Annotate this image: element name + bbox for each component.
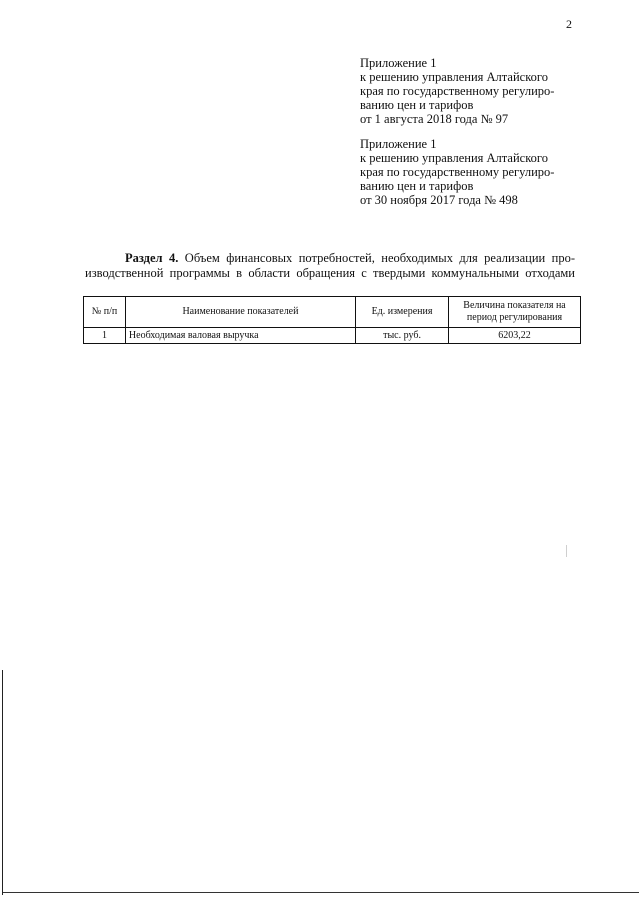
appendix-line: ванию цен и тарифов [360, 179, 474, 193]
scan-artifact [566, 545, 567, 557]
scan-edge-mark-left [2, 670, 3, 895]
appendix-line: от 1 августа 2018 года № 97 [360, 112, 509, 126]
indicators-table [83, 296, 581, 344]
section-title-part: Объем финансовых потребностей, необходимых для реализации про- [178, 251, 575, 265]
appendix-line: ванию цен и тарифов [360, 98, 474, 112]
header-value: Величина показателя на период регулирования [449, 297, 581, 328]
section-heading-line: изводственной программы в области обращения с твердыми коммунальными отходами [85, 266, 575, 280]
cell-num: 1 [84, 328, 126, 344]
cell-value: 6203,22 [449, 328, 581, 344]
appendix-line: от 30 ноября 2017 года № 498 [360, 193, 518, 207]
header-name: Наименование показателей [125, 297, 355, 328]
page-number: 2 [566, 17, 572, 31]
table-header-row [84, 297, 581, 328]
appendix-line: Приложение 1 [360, 56, 437, 70]
appendix-line: края по государственному регулиро- [360, 165, 555, 179]
table-row [84, 328, 581, 344]
cell-unit: тыс. руб. [356, 328, 449, 344]
appendix-line: Приложение 1 [360, 137, 437, 151]
appendix-line: к решению управления Алтайского [360, 151, 548, 165]
appendix-line: края по государственному регулиро- [360, 84, 555, 98]
header-num: № п/п [84, 297, 126, 328]
section-heading [85, 251, 575, 281]
header-unit: Ед. измерения [356, 297, 449, 328]
section-label: Раздел 4. [125, 251, 179, 265]
cell-name: Необходимая валовая выручка [125, 328, 355, 344]
appendix-line: к решению управления Алтайского [360, 70, 548, 84]
appendix-current-block [360, 56, 554, 126]
appendix-previous-block [360, 137, 554, 207]
section-heading-line [85, 251, 575, 266]
scan-edge-mark-bottom [3, 892, 639, 893]
